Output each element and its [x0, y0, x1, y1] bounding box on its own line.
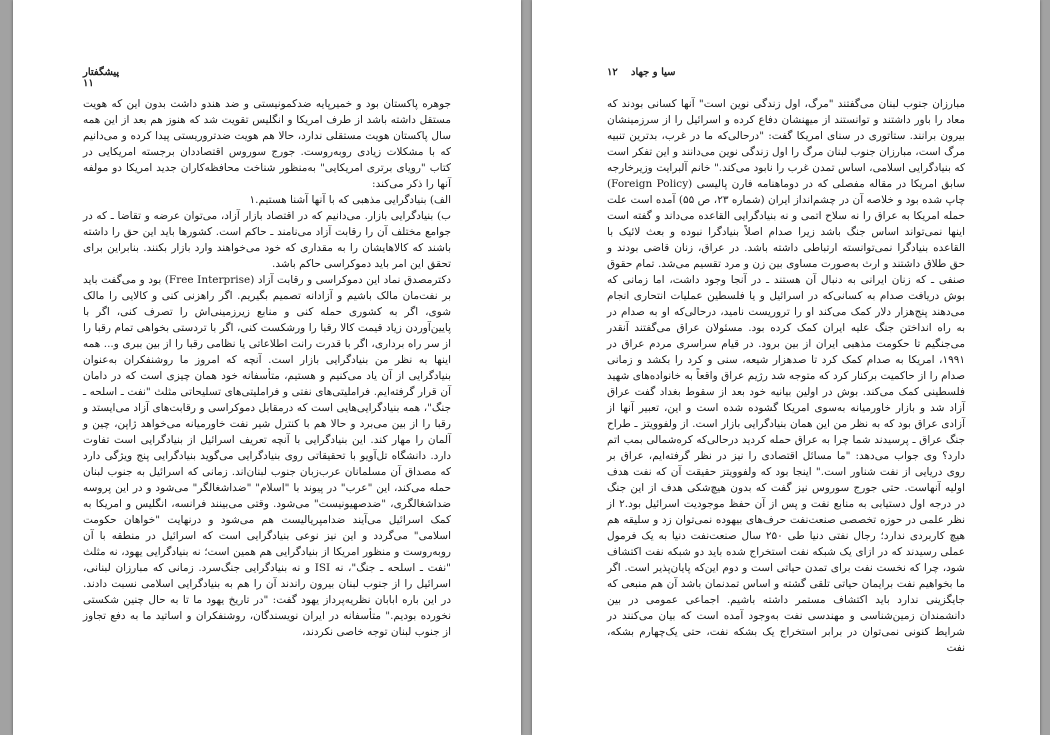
right-page-title: سیا و جهاد [631, 67, 676, 78]
left-page-body [83, 96, 451, 640]
right-page [532, 0, 1040, 735]
paragraph: الف) بنیادگرایی مذهبی که با آنها آشنا هستیم.۱ [249, 194, 451, 206]
right-page-header [607, 67, 965, 81]
paragraph: جوهره پاکستان بود و خمیرپایه ضدکمونیستی و ضد هندو داشت بدون این که هویت مستقل داشته باشد از طرف امریکا و انگلیس تقویت شد که هنوز هم بعد از این همه سال پاکستان هویت مستقلی ندارد، حالا هم هویت ضدتروریستی پیدا کرده و می‌دانیم که با مشکلات زیادی روبه‌روست. جورج سوروس اقتصاددان برجسته امریکایی در کتاب "رویای برتری امریکایی" به‌منظور شناخت محافظه‌کاران جدید امریکا دو مولفه آنها را ذکر می‌کند: [83, 98, 451, 190]
paragraph: ب) بنیادگرایی بازار. می‌دانیم که در اقتصاد بازار آزاد، می‌توان عرضه و تقاضا ـ که در جوامع مختلف آن را رقابت آزاد می‌نامند ـ حاکم است. کشورها باید این حق را داشته باشند که کالاهایشان را به مقداری که خود می‌خواهند وارد بازار بکنند. بنابراین برای تحقق این امر باید دموکراسی حاکم باشد. [83, 210, 451, 270]
left-page-title: پیشگفتار ۱۱ [83, 67, 120, 89]
left-page [13, 0, 521, 735]
paragraph: دکترمصدق نماد این دموکراسی و رقابت آزاد (Free Interprise) بود و می‌گفت باید بر نفت‌مان مالک باشیم و آزادانه تصمیم بگیریم. اگر راهزنی کنی و کالایی را مالک شوی، اگر به کشوری حمله کنی و منابع زیرزمینی‌اش را تصرف کنی، اگر با پایین‌آوردن زیاد قیمت کالا رقبا را ورشکست کنی، اگر با تردستی بخواهی تمام رقبا را از سر راه برداری، اگر با قدرت رانت اطلاعاتی یا نظامی رقبا را از بین ببری و... همه اینها به نظر من بنیادگرایی بازار است. آنچه که امروز ما روشنفکران به‌عنوان بنیادگرایی از آن یاد می‌کنیم و هستیم، متأسفانه خود همان چیزی است که در دامان آن قرار گرفته‌ایم. فراملیتی‌های نفتی و فراملیتی‌های تسلیحاتی مثلث "نفت ـ اسلحه ـ جنگ"، همه بنیادگرایی‌هایی است که درمقابل دموکراسی و رقابت‌های آزاد می‌ایستد و رقبا را از بین می‌برد و حالا هم با کنترل شیر نفت خاورمیانه می‌خواهد ژاپن، چین و آلمان را مهار کند. این بنیادگرایی با آنچه تعریف اسرائیل از بنیادگرایی است تفاوت دارد. دانشگاه تل‌آویو با تحقیقاتی روی بنیادگرایی می‌گوید بنیادگرایی پنج ویژگی دارد که مصداق آن مسلمانان عرب‌زبان جنوب لبنان‌اند. زمانی که اسرائیل به جنوب لبنان حمله می‌کند، این "عرب" در پیوند با "اسلام" "ضداشغالگر" می‌شود و در این پروسه ضداشغالگری، "ضدصهیونیست" می‌شود. وقتی می‌بینند فرانسه، انگلیس و امریکا به کمک اسرائیل می‌آیند ضدامپریالیست هم می‌شود و درنهایت "خواهان حکومت اسلامی" می‌گردد و این نیز نوعی بنیادگرایی است که اسرائیل در منطقه با آن روبه‌روست و منظور امریکا از بنیادگرایی هم همین است؛ نه بنیادگرایی یهود، نه مثلث "نفت ـ اسلحه ـ جنگ"، نه ISI و نه بنیادگرایی جنگ‌سرد. زمانی که مبارزان لبنانی، اسرائیل را از جنوب لبنان بیرون راندند آن را هم به بنیادگرایی اسلامی نسبت دادند. در این باره ابابان نظریه‌پرداز یهود گفت: "در تاریخ یهود ما تا به حال چنین شکستی نخورده بودیم." متأسفانه در ایران نویسندگان، روشنفکران و اساتید ما به دفع تجاوز از جنوب لبنان توجه خاصی نکردند، [83, 274, 452, 638]
right-page-body [607, 96, 965, 656]
right-page-number: ۱۲ [607, 67, 618, 78]
paragraph: مبارزان جنوب لبنان می‌گفتند "مرگ، اول زندگی نوین است" آنها کسانی بودند که معاد را باور داشتند و توانستند از میهنشان دفاع کرده و اسرائیل را از سرزمینشان بیرون برانند. ستاتوری در سنای امریکا گفت: "درحالی‌که ما در غرب، بدترین تنبیه مرگ است، مبارزان جنوب لبنان مرگ را اول زندگی نوین می‌دانند و این تفکر است که بنیادگرایی اسلامی، اساس تمدن غرب را نابود می‌کند." خانم آلبرایت وزیرخارجه سابق امریکا در مقاله مفصلی که در دوماهنامه فارن پالیسی (Foreign Policy) چاپ شده بود و خلاصه آن در چشم‌انداز ایران (شماره ۲۳، ص ۵۵) آمده است علت حمله امریکا به عراق را نه سلاح اتمی و نه بنیادگرایی القاعده می‌داند و گفته است اینها نمی‌تواند اساس جنگ باشد زیرا صدام اصلاً بنیادگرا نبوده و بعث لائیک با القاعده بنیادگرا نمی‌توانسته ارتباطی داشته باشد. در عراق، زنان قاضی بودند و حق طلاق داشتند و ارث به‌صورت مساوی بین زن و مرد تقسیم می‌شد. تمام حقوق صنفی ـ که زنان ایرانی به دنبال آن هستند ـ در آنجا وجود داشت، اما زمانی که بوش دریافت صدام به کسانی‌که در اسرائیل و یا فلسطین عملیات انتحاری انجام می‌دهند پنج‌هزار دلار کمک می‌کند او را تروریست نامید، درحالی‌که او به صدام در به راه انداختن جنگ علیه ایران کمک کرده بود. مسئولان عراق می‌گفتند آنقدر می‌جنگیم تا حکومت مذهبی ایران از بین برود. در قیام سراسری مردم عراق در ۱۹۹۱، امریکا به صدام کمک کرد تا صدهزار شیعه، سنی و کرد را بکشد و زمانی صدام را از حاکمیت برکنار کرد که متوجه شد رژیم عراق واقعاً به خانواده‌های شهید فلسطینی کمک می‌کند. بوش در اولین بیانیه خود بعد از سقوط بغداد گفت عراق آزاد شد و بازار خاورمیانه به‌سوی امریکا گشوده شده است و این، تعبیر آنها از آزادی عراق بود که به نظر من این همان بنیادگرایی بازار است. از ولفوویتز ـ طراح جنگ عراق ـ پرسیدند شما چرا به عراق حمله کردید درحالی‌که کره‌شمالی بمب اتم دارد؟ وی جواب می‌دهد: "ما مسائل اقتصادی را نیز در نظر گرفته‌ایم، عراق بر روی دریایی از نفت شناور است." اینجا بود که ولفوویتز حقیقت آن که نفت هدف اولیه آنهاست. حتی جورج سوروس نیز گفت که بدون هیچ‌شکی هدف از این جنگ در درجه اول دستیابی به منابع نفت و پس از آن حفظ موجودیت اسرائیل بود.۲ از نظر علمی در حوزه تخصصی صنعت‌نفت حرف‌های بیهوده نمی‌توان زد و سلیقه هم هیچ کاربردی ندارد؛ رجال نفتی دنیا طی ۲۵۰ سال صنعت‌نفت دنیا به یک فرمول عملی رسیدند که در ازای یک شبکه نفت استخراج شده باید دو شبکه نفت اکتشاف شود، چرا که نخست نفت برای تمدن حیاتی است و دوم این‌که پایان‌پذیر است. اگر ما بخواهیم نفت برایمان حیاتی تلقی گشته و اساس تمدنمان باشد آن هم منبعی که جایگزینی ندارد باید اکتشاف مستمر داشته باشیم. اجماعی عمومی در بین دانشمندان زمین‌شناسی و مهندسی نفت به‌وجود آمده است که بیان می‌کنند در شرایط کنونی نمی‌توان در برابر استخراج یک بشکه نفت، حتی یک‌چهارم بشکه، نفت [607, 98, 966, 654]
